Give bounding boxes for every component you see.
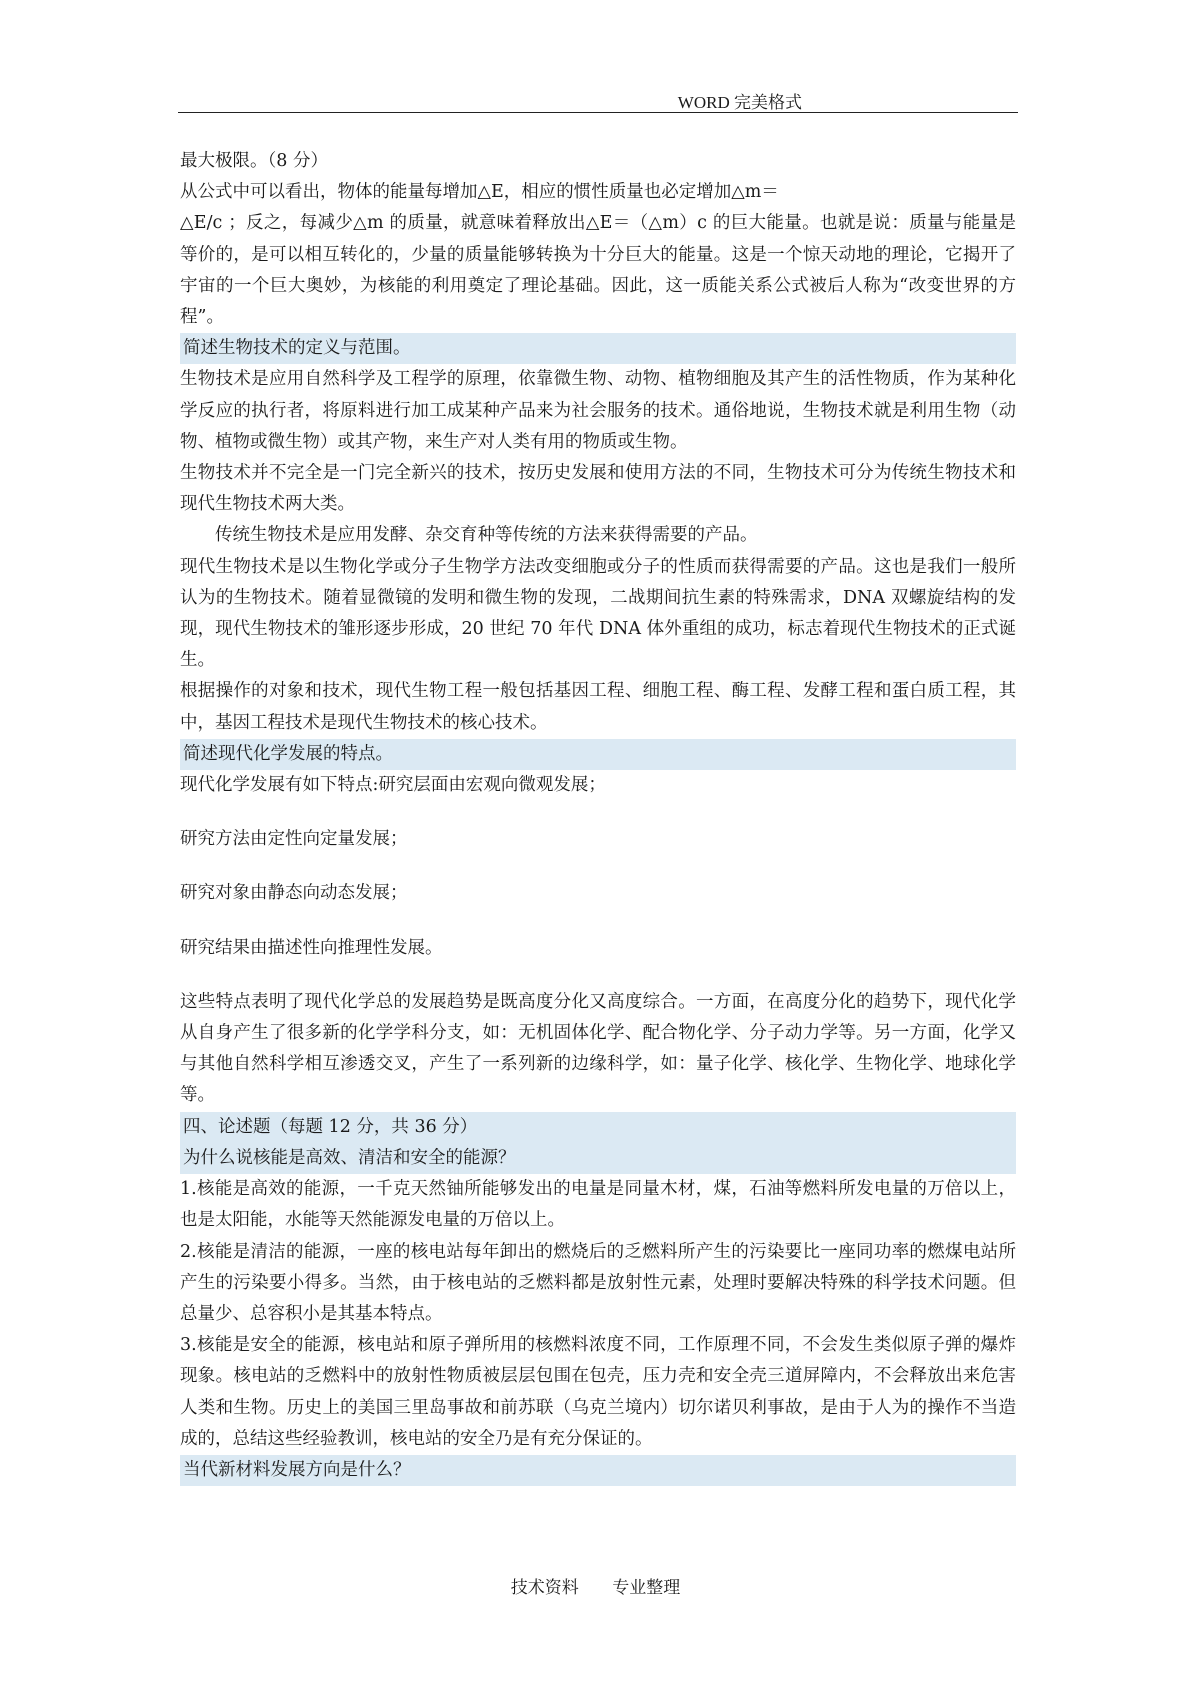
paragraph: 现代化学发展有如下特点:研究层面由宏观向微观发展；: [180, 775, 606, 796]
footer-left: 技术资料: [510, 1578, 579, 1598]
paragraph: 根据操作的对象和技术，现代生物工程一般包括基因工程、细胞工程、酶工程、发酵工程和蛋白质工程，其中，基因工程技术是现代生物技术的核心技术。: [180, 681, 1016, 733]
question-heading: 简述生物技术的定义与范围。: [180, 333, 1016, 364]
question-heading: 为什么说核能是高效、清洁和安全的能源？: [180, 1143, 1016, 1174]
paragraph: 生物技术并不完全是一门完全新兴的技术，按历史发展和使用方法的不同，生物技术可分为传统生物技术和现代生物技术两大类。: [180, 463, 1016, 515]
paragraph: 研究对象由静态向动态发展；: [180, 883, 408, 904]
paragraph: 研究方法由定性向定量发展；: [180, 829, 408, 850]
paragraph: 3.核能是安全的能源，核电站和原子弹所用的核燃料浓度不同，工作原理不同，不会发生类似原子弹的爆炸现象。核电站的乏燃料中的放射性物质被层层包围在包壳，压力壳和安全壳三道屏障内，不会释放出来危害人类和生物。历史上的美国三里岛事故和前苏联（乌克兰境内）切尔诺贝利事故，是由于人为的操作不当造成的，总结这些经验教训，核电站的安全乃是有充分保证的。: [180, 1335, 1016, 1449]
paragraph: 传统生物技术是应用发酵、杂交育种等传统的方法来获得需要的产品。: [215, 525, 758, 546]
paragraph: 1.核能是高效的能源，一千克天然铀所能够发出的电量是同量木材，煤，石油等燃料所发电量的万倍以上，也是太阳能，水能等天然能源发电量的万倍以上。: [180, 1179, 1016, 1231]
paragraph: 从公式中可以看出，物体的能量每增加△E，相应的惯性质量也必定增加△m＝: [180, 182, 779, 203]
paragraph: 研究结果由描述性向推理性发展。: [180, 937, 443, 958]
paragraph: 最大极限。（8 分）: [180, 151, 328, 171]
paragraph: △E/c ；反之，每减少△m 的质量，就意味着释放出△E＝（△m）c 的巨大能量。也就是说：质量与能量是等价的，是可以相互转化的，少量的质量能够转换为十分巨大的能量。这是一个惊天动地的理论，它揭开了宇宙的一个巨大奥妙，为核能的利用奠定了理论基础。因此，这一质能关系公式被后人称为“改变世界的方程”。: [180, 213, 1016, 328]
document-body: [180, 146, 1016, 1486]
page-header: [178, 84, 1018, 113]
footer-right: 专业整理: [612, 1578, 681, 1598]
paragraph: 生物技术是应用自然科学及工程学的原理，依靠微生物、动物、植物细胞及其产生的活性物质，作为某种化学反应的执行者，将原料进行加工成某种产品来为社会服务的技术。通俗地说，生物技术就是利用生物（动物、植物或微生物）或其产物，来生产对人类有用的物质或生物。: [180, 369, 1016, 452]
paragraph: 现代生物技术是以生物化学或分子生物学方法改变细胞或分子的性质而获得需要的产品。这也是我们一般所认为的生物技术。随着显微镜的发明和微生物的发现，二战期间抗生素的特殊需求，DNA 双螺旋结构的发现，现代生物技术的雏形逐步形成，20 世纪 70 年代 DNA 体外重组的成功，标志着现代生物技术的正式诞生。: [180, 556, 1016, 671]
page-footer: [0, 1573, 1191, 1598]
paragraph: 这些特点表明了现代化学总的发展趋势是既高度分化又高度综合。一方面，在高度分化的趋势下，现代化学从自身产生了很多新的化学学科分支，如：无机固体化学、配合物化学、分子动力学等。另一方面，化学又与其他自然科学相互渗透交叉，产生了一系列新的边缘科学，如：量子化学、核化学、生物化学、地球化学等。: [180, 991, 1016, 1106]
question-heading: 四、论述题（每题 12 分，共 36 分）: [180, 1112, 1016, 1143]
question-heading: 当代新材料发展方向是什么？: [180, 1455, 1016, 1486]
question-heading: 简述现代化学发展的特点。: [180, 739, 1016, 770]
header-title: WORD 完美格式: [677, 93, 802, 112]
paragraph: 2.核能是清洁的能源，一座的核电站每年卸出的燃烧后的乏燃料所产生的污染要比一座同功率的燃煤电站所产生的污染要小得多。当然，由于核电站的乏燃料都是放射性元素，处理时要解决特殊的科学技术问题。但总量少、总容积小是其基本特点。: [180, 1241, 1016, 1324]
